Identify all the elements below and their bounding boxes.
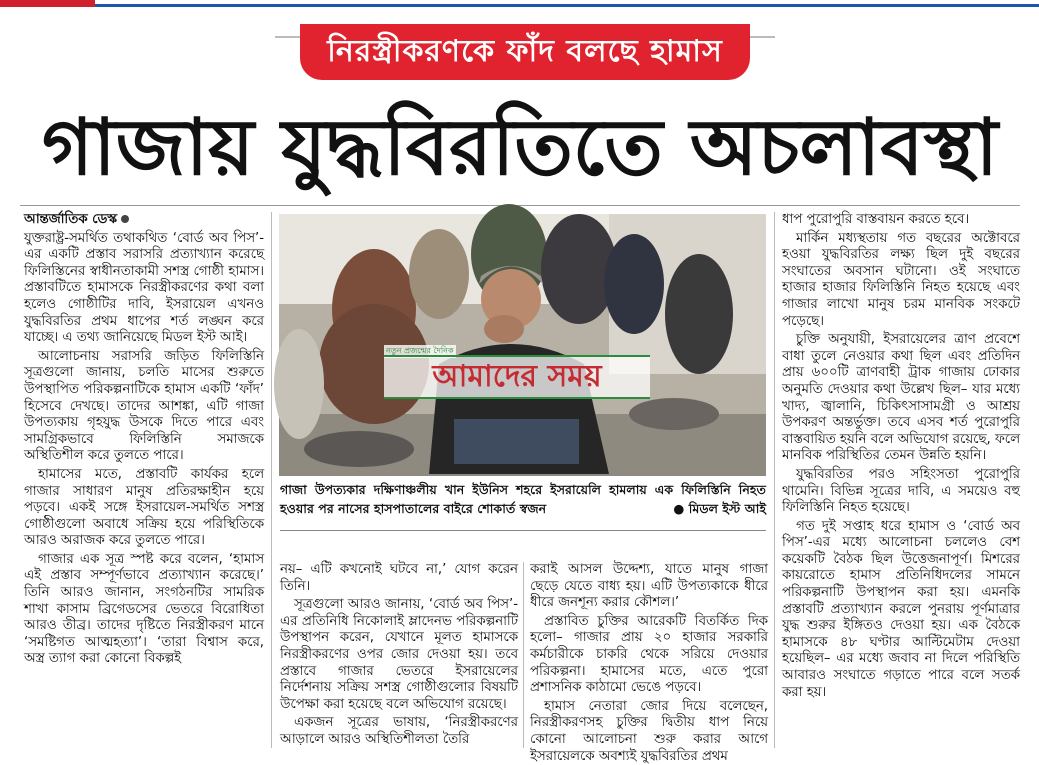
news-photo xyxy=(279,214,766,476)
kicker-banner: নিরস্ত্রীকরণকে ফাঁদ বলছে হামাস xyxy=(300,24,750,80)
photo-illustration xyxy=(279,214,766,476)
dateline-dot-icon xyxy=(121,215,129,223)
column-3 xyxy=(530,562,768,764)
paragraph: আলোচনায় সরাসরি জড়িত ফিলিস্তিনি সূত্রগুলো জানায়, চলতি মাসের শুরুতে উপস্থাপিত পরিকল্পনাটিকে হামাস একটি ‘ফাঁদ’ হিসেবে দেখছে। তাদের আশঙ্কা, এটি গাজা উপত্যকায় গৃহযুদ্ধ উসকে দিতে পারে এবং সামগ্রিকভাবে ফিলিস্তিনি সমাজকে অস্থিতিশীল করে তুলতে পারে। xyxy=(24,348,264,464)
column-separator xyxy=(523,562,524,748)
dateline-text: আন্তর্জাতিক ডেস্ক xyxy=(24,212,117,227)
paragraph: চুক্তি অনুযায়ী, ইসরায়েলের ত্রাণ প্রবেশে বাধা তুলে নেওয়ার কথা ছিল এবং প্রতিদিন প্রায় ৬০০টি ত্রাণবাহী ট্রাক গাজায় ঢোকার অনুমতি দেওয়ার কথা উল্লেখ ছিল– যার মধ্যে খাদ্য, জ্বালানি, চিকিৎসাসামগ্রী ও আশ্রয় উপকরণ অন্তর্ভুক্ত। তবে এসব শর্ত পুরোপুরি বাস্তবায়িত হয়নি বলে অভিযোগ রয়েছে, ফলে মানবিক পরিস্থিতির তেমন উন্নতি হয়নি। xyxy=(782,332,1020,464)
paragraph: সূত্রগুলো আরও জানায়, ‘বোর্ড অব পিস’-এর প্রতিনিধি নিকোলাই ম্লাদেনভ পরিকল্পনাটি উপস্থাপন করেন, যেখানে মূলত হামাসকে নিরস্ত্রীকরণের ওপর জোর দেওয়া হয়। তবে প্রস্তাবে গাজার ভেতরে ইসরায়েলের নির্দেশনায় সক্রিয় সশস্ত্র গোষ্ঠীগুলোর বিষয়টি উপেক্ষা করা হয়েছে বলে অভিযোগ রয়েছে। xyxy=(280,597,518,712)
photo-caption xyxy=(280,480,766,524)
paragraph: যুক্তরাষ্ট্র-সমর্থিত তথাকথিত ‘বোর্ড অব পিস’-এর একটি প্রস্তাব সরাসরি প্রত্যাখ্যান করেছে ফিলিস্তিনের স্বাধীনতাকামী সশস্ত্র গোষ্ঠী হামাস। প্রস্তাবটিতে হামাসকে নিরস্ত্রীকরণের কথা বলা হলেও গোষ্ঠীটির দাবি, ইসরায়েল এখনও যুদ্ধবিরতির প্রথম ধাপের শর্ত লঙ্ঘন করে যাচ্ছে। এ তথ্য জানিয়েছে মিডল ইস্ট আই। xyxy=(24,230,264,346)
paragraph: যুদ্ধবিরতির পরও সহিংসতা পুরোপুরি থামেনি। বিভিন্ন সূত্রের দাবি, এ সময়েও বহু ফিলিস্তিনি নিহত হয়েছে। xyxy=(782,466,1020,516)
photo-credit-text: মিডল ইস্ট আই xyxy=(688,501,766,516)
caption-text: গাজা উপত্যকার দক্ষিণাঞ্চলীয় খান ইউনিস শহরে ইসরায়েলি হামলায় এক ফিলিস্তিনি নিহত হওয়ার পর নাসের হাসপাতালের বাইরে শোকার্ত স্বজন xyxy=(280,482,766,516)
headline-rule xyxy=(20,205,1020,206)
paragraph: হামাসের মতে, প্রস্তাবটি কার্যকর হলে গাজার সাধারণ মানুষ প্রতিরক্ষাহীন হয়ে পড়বে। একই সঙ্গে ইসরায়েল-সমর্থিত সশস্ত্র গোষ্ঠীগুলো অবাধে সক্রিয় হয়ে পরিস্থিতিকে আরও অরাজক করে তুলতে পারে। xyxy=(24,466,264,549)
top-color-bar xyxy=(0,0,1039,10)
paragraph: করাই আসল উদ্দেশ্য, যাতে মানুষ গাজা ছেড়ে যেতে বাধ্য হয়। এটি উপত্যকাকে ধীরে ধীরে জনশূন্য করার কৌশল।’ xyxy=(530,562,768,611)
watermark-tagline: নতুন প্রজন্মের দৈনিক xyxy=(384,345,456,358)
headline: গাজায় যুদ্ধবিরতিতে অচলাবস্থা xyxy=(42,103,998,193)
paragraph: মার্কিন মধ্যস্থতায় গত বছরের অক্টোবরে হওয়া যুদ্ধবিরতির লক্ষ্য ছিল দুই বছরের সংঘাতের অবসান ঘটানো। ওই সংঘাতে হাজার হাজার ফিলিস্তিনি নিহত হয়েছে এবং গাজার লাখো মানুষ চরম মানবিক সংকটে পড়েছে। xyxy=(782,230,1020,329)
column-separator xyxy=(774,212,775,748)
watermark-logo: আমাদের সময় xyxy=(384,355,650,399)
column-separator xyxy=(271,212,272,748)
column-4 xyxy=(782,212,1020,748)
column-2 xyxy=(280,562,518,748)
photo-credit: ● মিডল ইস্ট আই xyxy=(673,501,766,516)
dateline xyxy=(24,212,264,229)
paragraph: ধাপ পুরোপুরি বাস্তবায়ন করতে হবে। xyxy=(782,212,970,227)
top-bar-red xyxy=(0,0,95,7)
paragraph: একজন সূত্রের ভাষায়, ‘নিরস্ত্রীকরণের আড়ালে আরও অস্থিতিশীলতা তৈরি xyxy=(280,715,518,747)
paragraph: নয়– এটি কখনোই ঘটবে না,’ যোগ করেন তিনি। xyxy=(280,562,518,594)
paragraph: হামাস নেতারা জোর দিয়ে বলেছেন, নিরস্ত্রীকরণসহ চুক্তির দ্বিতীয় ধাপ নিয়ে কোনো আলোচনা শুরু করার আগে ইসরায়েলকে অবশ্যই যুদ্ধবিরতির প্রথম xyxy=(530,698,768,764)
column-1 xyxy=(24,212,264,748)
paragraph: গত দুই সপ্তাহ ধরে হামাস ও ‘বোর্ড অব পিস’-এর মধ্যে আলোচনা চললেও বেশ কয়েকটি বৈঠক ছিল উত্তেজনাপূর্ণ। মিশরের কায়রোতে হামাস প্রতিনিধিদলের সামনে পরিকল্পনাটি উপস্থাপন করা হয়। এমনকি প্রস্তাবটি প্রত্যাখ্যান করলে পুনরায় পূর্ণমাত্রার যুদ্ধ শুরুর ইঙ্গিতও দেওয়া হয়। এক বৈঠকে হামাসকে ৪৮ ঘণ্টার আল্টিমেটাম দেওয়া হয়েছিল– এর মধ্যে জবাব না দিলে পরিস্থিতি আবারও সংঘাতে গড়াতে পারে বলে সতর্ক করা হয়। xyxy=(782,518,1020,700)
paragraph: গাজার এক সূত্র স্পষ্ট করে বলেন, ‘হামাস এই প্রস্তাব সম্পূর্ণভাবে প্রত্যাখ্যান করেছে।’ তিনি আরও জানান, সংগঠনটির সামরিক শাখা কাসাম ব্রিগেডসের ভেতরে বিরোধিতা আরও তীব্র। তাদের দৃষ্টিতে নিরস্ত্রীকরণ মানে ‘সমষ্টিগত আত্মহত্যা’। ‘তারা বিশ্বাস করে, অস্ত্র ত্যাগ করা কোনো বিকল্পই xyxy=(24,551,264,667)
caption-rule xyxy=(280,530,766,531)
paragraph: প্রস্তাবিত চুক্তির আরেকটি বিতর্কিত দিক হলো– গাজার প্রায় ২০ হাজার সরকারি কর্মচারীকে চাকরি থেকে সরিয়ে দেওয়ার পরিকল্পনা। হামাসের মতে, এতে পুরো প্রশাসনিক কাঠামো ভেঙে পড়বে। xyxy=(530,613,768,696)
top-bar-blue xyxy=(95,4,1039,7)
